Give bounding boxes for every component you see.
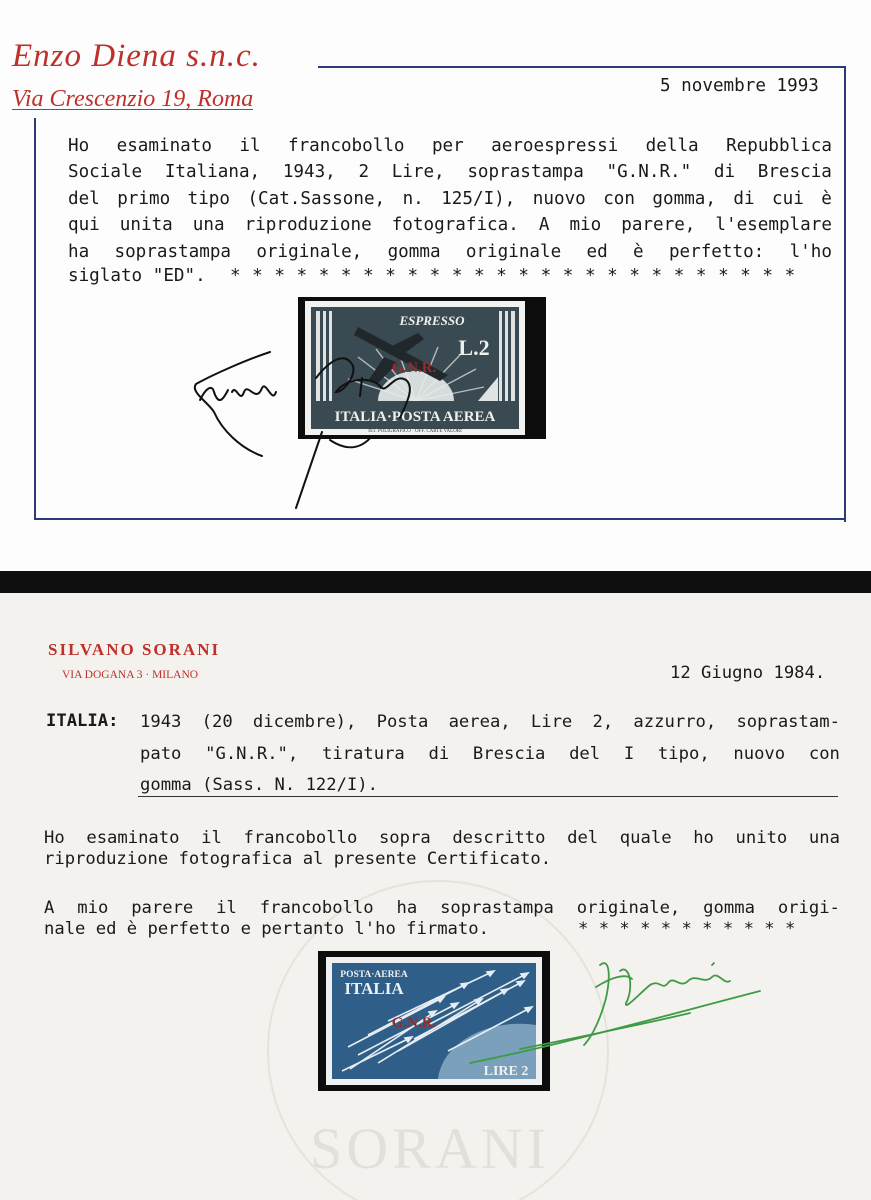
word: primo (117, 188, 171, 209)
word: Repubblica (726, 136, 832, 156)
word: perfetto: (668, 241, 765, 262)
word: ho (693, 828, 714, 848)
word: soprastampa (114, 241, 232, 262)
word: Sociale (68, 162, 143, 183)
word: del (68, 188, 100, 209)
word: aeroespressi (491, 136, 619, 156)
frame-bottom (34, 518, 846, 520)
word: di (713, 162, 736, 183)
word: fotografica. (391, 215, 519, 236)
description-line (140, 743, 840, 765)
paragraph-2-line (44, 897, 840, 919)
word: sopra (378, 828, 431, 848)
word: soprastampa (440, 898, 554, 918)
description-underline (138, 796, 838, 797)
word: (Cat.Sassone, (247, 188, 386, 209)
stamp-value: LIRE 2 (483, 1064, 529, 1079)
body-line (68, 134, 832, 158)
separator-band (0, 571, 871, 593)
issuer-name: Enzo Diena s.n.c. (12, 38, 261, 74)
word: una (808, 828, 840, 848)
word: è (633, 241, 644, 262)
word: di (733, 188, 755, 209)
stamp-overprint: G.N.R. (391, 360, 437, 376)
word: Brescia (472, 744, 546, 764)
word: l'ho (789, 241, 832, 262)
word: una (192, 215, 225, 236)
word: I (623, 744, 635, 764)
paragraph-1-last: riproduzione fotografica al presente Certificato. (44, 849, 552, 869)
word: originale (465, 241, 562, 262)
stamp-imprint: IST. POLIGRAFICO · OFF. CARTE VALORI (368, 429, 462, 434)
word: unito (735, 828, 788, 848)
word: A (538, 215, 550, 236)
word: l'esemplare (715, 215, 832, 236)
stamp-value: L.2 (458, 335, 490, 360)
word: della (645, 136, 699, 156)
issuer-address: Via Crescenzio 19, Roma (12, 86, 254, 112)
paragraph-2-last: nale ed è perfetto e pertanto l'ho firmato. (44, 919, 489, 939)
sorani-certificate (0, 593, 871, 1200)
asterisk-row: * * * * * * * * * * * * * * * * * * * * * * * * * * (230, 266, 796, 286)
word: con (603, 188, 635, 209)
word: di (428, 744, 450, 764)
word: Posta (376, 712, 429, 732)
word: origi- (777, 898, 840, 918)
word: esaminato (116, 136, 212, 156)
stamp-bottom-label: ITALIA·POSTA AEREA (334, 409, 496, 425)
word: qui (68, 215, 100, 236)
word: Brescia (757, 162, 832, 183)
issuer-address: VIA DOGANA 3 · MILANO (62, 669, 199, 681)
word: il (201, 828, 222, 848)
word: tiratura (321, 744, 405, 764)
word: francobollo (287, 136, 405, 156)
word: "G.N.R." (606, 162, 692, 183)
word: 1943, (282, 162, 336, 183)
word: Lire, (391, 162, 445, 183)
stamp-top-label: POSTA·AEREA (340, 970, 408, 980)
certificate-date: 12 Giugno 1984. (670, 663, 826, 683)
word: parere, (621, 215, 696, 236)
word: Ho (44, 828, 65, 848)
word: n. (402, 188, 424, 209)
word: 125/I), (441, 188, 516, 209)
word: (20 (201, 712, 233, 732)
word: il (216, 898, 237, 918)
word: ed (586, 241, 608, 262)
word: tipo (187, 188, 230, 209)
word: ha (68, 241, 90, 262)
stamp-country: ITALIA (344, 979, 404, 998)
diena-certificate (0, 0, 871, 570)
body-line (68, 160, 832, 184)
word: descritto (452, 828, 546, 848)
asterisk-row: * * * * * * * * * * * (578, 919, 796, 939)
word: del (569, 744, 601, 764)
stamp-photo (298, 297, 546, 439)
word: Lire (530, 712, 573, 732)
word: 2 (358, 162, 370, 183)
word: cui (772, 188, 804, 209)
word: gomma (703, 898, 755, 918)
word: francobollo (243, 828, 358, 848)
word: originale, (256, 241, 363, 262)
body-line (68, 187, 832, 211)
word: è (821, 188, 832, 209)
word: nuovo (733, 744, 786, 764)
word: tipo, (657, 744, 710, 764)
word: originale, (576, 898, 681, 918)
word: dicembre), (252, 712, 357, 732)
word: esaminato (86, 828, 180, 848)
word: unita (119, 215, 173, 236)
word: con (808, 744, 840, 764)
word: francobollo (259, 898, 374, 918)
word: ha (396, 898, 418, 918)
frame-right (844, 66, 846, 522)
body-line (68, 213, 832, 237)
paragraph-1-line (44, 827, 840, 849)
body-line (68, 240, 832, 264)
word: 2, (592, 712, 614, 732)
stamp-overprint: G.N.R. (391, 1015, 437, 1031)
word: "G.N.R.", (205, 744, 299, 764)
watermark-text: SORANI (310, 1116, 550, 1181)
word: mio (77, 898, 109, 918)
word: parere (131, 898, 194, 918)
country-label: ITALIA: (46, 711, 119, 731)
body-last-line: siglato "ED". (68, 266, 206, 286)
word: il (239, 136, 261, 156)
word: aerea, (448, 712, 511, 732)
word: per (431, 136, 464, 156)
word: riproduzione (244, 215, 372, 236)
word: soprastampa (467, 162, 584, 183)
description-last-line: gomma (Sass. N. 122/I). (140, 775, 378, 795)
frame-left (34, 118, 36, 520)
word: nuovo (532, 188, 586, 209)
word: del (567, 828, 599, 848)
stamp-photo (318, 951, 550, 1091)
issuer-name: SILVANO SORANI (48, 640, 221, 659)
word: A (44, 898, 55, 918)
word: soprastam- (736, 712, 840, 732)
word: azzurro, (633, 712, 717, 732)
word: gomma (387, 241, 441, 262)
word: Italiana, (164, 162, 261, 183)
word: mio (569, 215, 602, 236)
word: pato (140, 744, 182, 764)
word: Ho (68, 136, 90, 156)
description-line (140, 711, 840, 733)
frame-top (318, 66, 846, 68)
word: 1943 (140, 712, 182, 732)
word: quale (619, 828, 672, 848)
word: gomma, (652, 188, 716, 209)
certificate-date: 5 novembre 1993 (660, 76, 819, 96)
stamp-top-label: ESPRESSO (399, 313, 465, 328)
